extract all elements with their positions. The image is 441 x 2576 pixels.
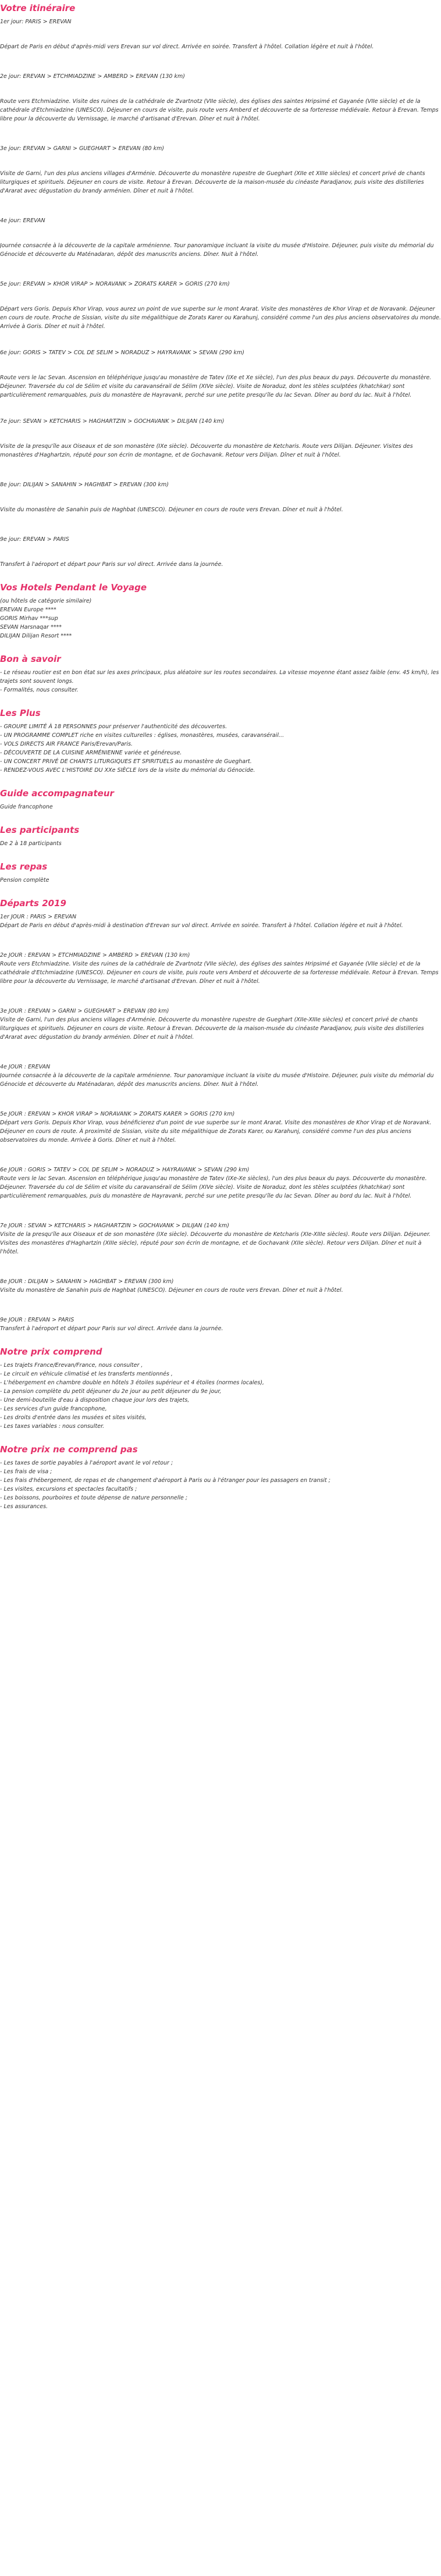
day-body: Départ vers Goris. Depuis Khor Virap, vous aurez un point de vue superbe sur le mont Ararat. Visite des monastères de Khor Virap et de Noravank. Déjeuner en cours de route. Proche de Sissian, visite du site mégalithique de Zorats Karer ou Karahunj, considéré comme l'un des plus anciens observatoires du monde. Arrivée à Goris. Dîner et nuit à l'hôtel. xyxy=(0,306,441,330)
day-body: Départ vers Goris. Depuis Khor Virap, vous bénéficierez d'un point de vue superbe sur le mont Ararat. Visite des monastères de Khor Virap et de Noravank. Déjeuner en cours de route. À proximité de Sissian, visite du site mégalithique de Zorats Karer, ou Karahunj, considéré comme l'un des plus anciens observatoires du monde. Arrivée à Goris. Dîner et nuit à l'hôtel. xyxy=(0,1120,432,1143)
day-title: 4e JOUR : EREVAN xyxy=(0,1064,51,1070)
comprend-line: - L'hébergement en chambre double en hôtels 3 étoiles supérieur et 4 étoiles (normes locales), xyxy=(0,1380,265,1386)
day-body: Visite de Garni, l'un des plus anciens villages d'Arménie. Découverte du monastère rupestre de Gueghart (XIIe-XIIIe siècles) et concert privé de chants liturgiques et spirituels. Déjeuner en cours de visite. Retour à Erevan. Découverte de la maison-musée du cinéaste Paradjanov, puis visite des distilleries d'Ararat avec dégustation du brandy arménien. Dîner et nuit à l'hôtel. xyxy=(0,1017,424,1041)
departs-day-1 xyxy=(0,913,441,930)
comprend-line: - Les trajets France/Erevan/France, nous consulter , xyxy=(0,1362,143,1369)
comprend-line: - Les droits d'entrée dans les musées et sites visités, xyxy=(0,1415,147,1421)
comprend-title: Notre prix comprend xyxy=(0,1346,102,1357)
day-body: Route vers le lac Sevan. Ascension en téléphérique jusqu'au monastère de Tatev (IXe et Xe siècle), l'un des plus beaux du pays. Découverte du monastère. Déjeuner. Traversée du col de Sélim et visite du caravansérail de Sélim (XIVe siècle). Visite de Noraduz, dont les stèles sculptées (khatchkar) sont particulièrement remarquables, puis du monastère de Hayravank, perché sur une petite presqu'île du lac Sevan. Dîner au bord du lac. Nuit à l'hôtel. xyxy=(0,375,432,398)
hotel-line: GORIS Mirhav ***sup xyxy=(0,615,58,622)
day-title: 8e jour: DILIJAN > SANAHIN > HAGHBAT > EREVAN (300 km) xyxy=(0,482,169,488)
day-body: Journée consacrée à la découverte de la capitale arménienne. Tour panoramique incluant la visite du musée d'Histoire. Déjeuner, puis visite du mémorial du Génocide et découverte du Maténadaran, dépôt des manuscrits anciens. Dîner. Nuit à l'hôtel. xyxy=(0,1073,434,1088)
day-title: 1er JOUR : PARIS > EREVAN xyxy=(0,914,77,920)
itinerary-day-4 xyxy=(0,216,441,259)
comprend-line: - Les taxes variables : nous consulter. xyxy=(0,1423,105,1430)
day-title: 6e jour: GORIS > TATEV > COL DE SELIM > NORADUZ > HAYRAVANK > SEVAN (290 km) xyxy=(0,350,244,356)
plus-line: - GROUPE LIMITÉ À 18 PERSONNES pour préserver l'authenticité des découvertes. xyxy=(0,724,227,730)
hotels-section xyxy=(0,582,441,640)
departs-section xyxy=(0,897,441,1333)
plus-line: - DÉCOUVERTE DE LA CUISINE ARMÉNIENNE variée et généreuse. xyxy=(0,750,182,756)
comprend-line: - Les services d'un guide francophone, xyxy=(0,1406,107,1412)
departs-day-3 xyxy=(0,1007,441,1042)
day-title: 9e jour: EREVAN > PARIS xyxy=(0,536,69,543)
day-title: 3e jour: EREVAN > GARNI > GUEGHART > EREVAN (80 km) xyxy=(0,145,165,152)
day-title: 9e JOUR : EREVAN > PARIS xyxy=(0,1317,74,1323)
departs-day-4 xyxy=(0,1063,441,1089)
day-title: 7e jour: SEVAN > KETCHARIS > HAGHARTZIN > GOCHAVANK > DILIJAN (140 km) xyxy=(0,418,225,425)
guide-section xyxy=(0,788,441,811)
day-body: Transfert à l'aéroport et départ pour Paris sur vol direct. Arrivée dans la journée. xyxy=(0,1326,223,1332)
participants-title: Les participants xyxy=(0,825,80,835)
plus-line: - UN CONCERT PRIVÉ DE CHANTS LITURGIQUES ET SPIRITUELS au monastère de Gueghart. xyxy=(0,758,252,765)
participants-text: De 2 à 18 participants xyxy=(0,840,62,847)
noncomprend-line: - Les boissons, pourboires et toute dépense de nature personnelle ; xyxy=(0,1495,188,1501)
savoir-title: Bon à savoir xyxy=(0,654,61,664)
day-title: 2e jour: EREVAN > ETCHMIADZINE > AMBERD > EREVAN (130 km) xyxy=(0,73,185,80)
participants-section xyxy=(0,824,441,848)
day-title: 2e JOUR : EREVAN > ETCHMIADZINE > AMBERD > EREVAN (130 km) xyxy=(0,952,190,959)
day-title: 8e JOUR : DILIJAN > SANAHIN > HAGHBAT > EREVAN (300 km) xyxy=(0,1278,174,1285)
day-body: Transfert à l'aéroport et départ pour Paris sur vol direct. Arrivée dans la journée. xyxy=(0,561,223,568)
day-body: Route vers Etchmiadzine. Visite des ruines de la cathédrale de Zvartnotz (VIIe siècle), des églises des saintes Hripsimé et Gayanée (VIIe siècle) et de la cathédrale d'Etchmiadzine (UNESCO). Déjeuner en cours de visite, puis route vers Amberd et découverte de sa forteresse médiévale. Retour à Erevan. Temps libre pour la découverte du Vernissage, le marché d'artisanat d'Erevan. Dîner et nuit à l'hôtel. xyxy=(0,98,439,122)
noncomprend-line: - Les frais d'hébergement, de repas et de changement d'aéroport à Paris ou à l'étranger pour les passagers en transit ; xyxy=(0,1477,331,1484)
savoir-line: - Formalités, nous consulter. xyxy=(0,687,79,693)
departs-day-8 xyxy=(0,1277,441,1295)
hotel-line: DILIJAN Dilijan Resort **** xyxy=(0,633,72,639)
plus-section xyxy=(0,707,441,775)
hotel-line: SEVAN Harsnaqar **** xyxy=(0,624,62,630)
day-title: 4e jour: EREVAN xyxy=(0,218,45,224)
day-title: 5e jour: EREVAN > KHOR VIRAP > NORAVANK > ZORATS KARER > GORIS (270 km) xyxy=(0,281,230,287)
itinerary-day-3 xyxy=(0,144,441,195)
day-title: 7e JOUR : SEVAN > KETCHARIS > HAGHARTZIN > GOCHAVANK > DILIJAN (140 km) xyxy=(0,1223,229,1229)
comprend-section xyxy=(0,1346,441,1431)
noncomprend-line: - Les taxes de sortie payables à l'aéroport avant le vol retour ; xyxy=(0,1460,173,1466)
repas-title: Les repas xyxy=(0,861,48,872)
day-body: Visite du monastère de Sanahin puis de Haghbat (UNESCO). Déjeuner en cours de route vers Erevan. Dîner et nuit à l'hôtel. xyxy=(0,507,343,513)
itinerary-day-1 xyxy=(0,17,441,51)
day-title: 3e JOUR : EREVAN > GARNI > GUEGHART > EREVAN (80 km) xyxy=(0,1008,169,1014)
day-body: Départ de Paris en début d'après-midi à destination d'Erevan sur vol direct. Arrivée en soirée. Transfert à l'hôtel. Collation légère et nuit à l'hôtel. xyxy=(0,922,403,929)
departs-day-6 xyxy=(0,1166,441,1200)
itinerary-section xyxy=(0,2,441,569)
itinerary-day-7 xyxy=(0,417,441,459)
day-title: 5e JOUR : EREVAN > KHOR VIRAP > NORAVANK > ZORATS KARER > GORIS (270 km) xyxy=(0,1111,235,1117)
comprend-line: - La pension complète du petit déjeuner du 2e jour au petit déjeuner du 9e jour, xyxy=(0,1388,222,1395)
departs-title: Départs 2019 xyxy=(0,898,66,908)
comprend-line: - Le circuit en véhicule climatisé et les transferts mentionnés , xyxy=(0,1371,173,1377)
hotels-note: (ou hôtels de catégorie similaire) xyxy=(0,598,92,604)
noncomprend-title: Notre prix ne comprend pas xyxy=(0,1444,138,1455)
itinerary-day-8 xyxy=(0,480,441,514)
itinerary-day-9 xyxy=(0,535,441,569)
departs-day-7 xyxy=(0,1221,441,1256)
day-body: Visite de la presqu'île aux Oiseaux et de son monastère (IXe siècle). Découverte du monastère de Ketcharis. Route vers Dilijan. Déjeuner. Visites des monastères d'Haghartzin, réputé pour son écrin de montagne, et de Gochavank. Retour vers Dilijan. Dîner et nuit à l'hôtel. xyxy=(0,443,413,458)
noncomprend-line: - Les visites, excursions et spectacles facultatifs ; xyxy=(0,1486,137,1492)
itinerary-day-2 xyxy=(0,72,441,123)
day-body: Route vers le lac Sevan. Ascension en téléphérique jusqu'au monastère de Tatev (IXe-Xe siècles), l'un des plus beaux du pays. Découverte du monastère. Déjeuner. Traversée du col de Sélim et visite du caravansérail de Sélim (XIVe siècle). Visite de Noraduz, dont les stèles sculptées (khatchkar) sont particulièrement remarquables, puis du monastère de Hayravank, perché sur une petite presqu'île du lac Sevan. Dîner au bord du lac. Nuit à l'hôtel. xyxy=(0,1175,427,1199)
day-body: Visite de Garni, l'un des plus anciens villages d'Arménie. Découverte du monastère rupestre de Gueghart (XIIe et XIIIe siècles) et concert privé de chants liturgiques et spirituels. Déjeuner en cours de visite. Retour à Erevan. Découverte de la maison-musée du cinéaste Paradjanov, puis visite des distilleries d'Ararat avec dégustation du brandy arménien. Dîner et nuit à l'hôtel. xyxy=(0,170,425,194)
noncomprend-line: - Les assurances. xyxy=(0,1503,48,1510)
plus-line: - RENDEZ-VOUS AVEC L'HISTOIRE DU XXe SIÈCLE lors de la visite du mémorial du Génocide. xyxy=(0,767,255,774)
comprend-line: - Une demi-bouteille d'eau à disposition chaque jour lors des trajets, xyxy=(0,1397,190,1403)
noncomprend-section xyxy=(0,1444,441,1511)
hotel-line: EREVAN Europe **** xyxy=(0,607,56,613)
departs-day-2 xyxy=(0,951,441,986)
departs-day-9 xyxy=(0,1316,441,1333)
itinerary-day-6 xyxy=(0,348,441,400)
departs-day-5 xyxy=(0,1110,441,1145)
day-body: Départ de Paris en début d'après-midi vers Erevan sur vol direct. Arrivée en soirée. Transfert à l'hôtel. Collation légère et nuit à l'hôtel. xyxy=(0,44,374,50)
plus-title: Les Plus xyxy=(0,708,41,718)
day-body: Route vers Etchmiadzine. Visite des ruines de la cathédrale de Zvartnotz (VIIe siècle), des églises des saintes Hripsimé et Gayanée (VIIe siècle) et de la cathédrale d'Etchmiadzine (UNESCO). Déjeuner en cours de visite, puis route vers Amberd et découverte de sa forteresse médiévale. Retour à Erevan. Temps libre pour la découverte du Vernissage, le marché d'artisanat d'Erevan. Dîner et nuit à l'hôtel. xyxy=(0,961,439,985)
guide-title: Guide accompagnateur xyxy=(0,788,114,799)
day-body: Journée consacrée à la découverte de la capitale arménienne. Tour panoramique incluant la visite du musée d'Histoire. Déjeuner, puis visite du mémorial du Génocide et découverte du Maténadaran, dépôt des manuscrits anciens. Dîner. Nuit à l'hôtel. xyxy=(0,243,434,258)
plus-line: - VOLS DIRECTS AIR FRANCE Paris/Erevan/Paris. xyxy=(0,741,133,747)
itinerary-day-5 xyxy=(0,280,441,331)
day-body: Visite de la presqu'île aux Oiseaux et de son monastère (IXe siècle). Découverte du monastère de Ketcharis (XIe-XIIIe siècles). Route vers Dilijan. Déjeuner. Visites des monastères d'Haghartzin (XIIIe siècle), réputé pour son écrin de montagne, et de Gochavank (XIIe siècle). Retour vers Dilijan. Dîner et nuit à l'hôtel. xyxy=(0,1231,431,1255)
guide-text: Guide francophone xyxy=(0,804,53,810)
savoir-section xyxy=(0,653,441,694)
day-title: 1er jour: PARIS > EREVAN xyxy=(0,19,72,25)
hotels-title: Vos Hotels Pendant le Voyage xyxy=(0,582,147,593)
day-body: Visite du monastère de Sanahin puis de Haghbat (UNESCO). Déjeuner en cours de route vers Erevan. Dîner et nuit à l'hôtel. xyxy=(0,1287,343,1294)
noncomprend-line: - Les frais de visa ; xyxy=(0,1469,52,1475)
repas-section xyxy=(0,861,441,885)
repas-text: Pension complète xyxy=(0,877,49,883)
itinerary-title: Votre itinéraire xyxy=(0,3,76,13)
day-title: 6e JOUR : GORIS > TATEV > COL DE SELIM > NORADUZ > HAYRAVANK > SEVAN (290 km) xyxy=(0,1167,250,1173)
savoir-line: - Le réseau routier est en bon état sur les axes principaux, plus aléatoire sur les routes secondaires. La vitesse moyenne étant assez faible (env. 45 km/h), les trajets sont souvent longs. xyxy=(0,669,439,685)
plus-line: - UN PROGRAMME COMPLET riche en visites culturelles : églises, monastères, musées, caravansérail... xyxy=(0,732,284,739)
